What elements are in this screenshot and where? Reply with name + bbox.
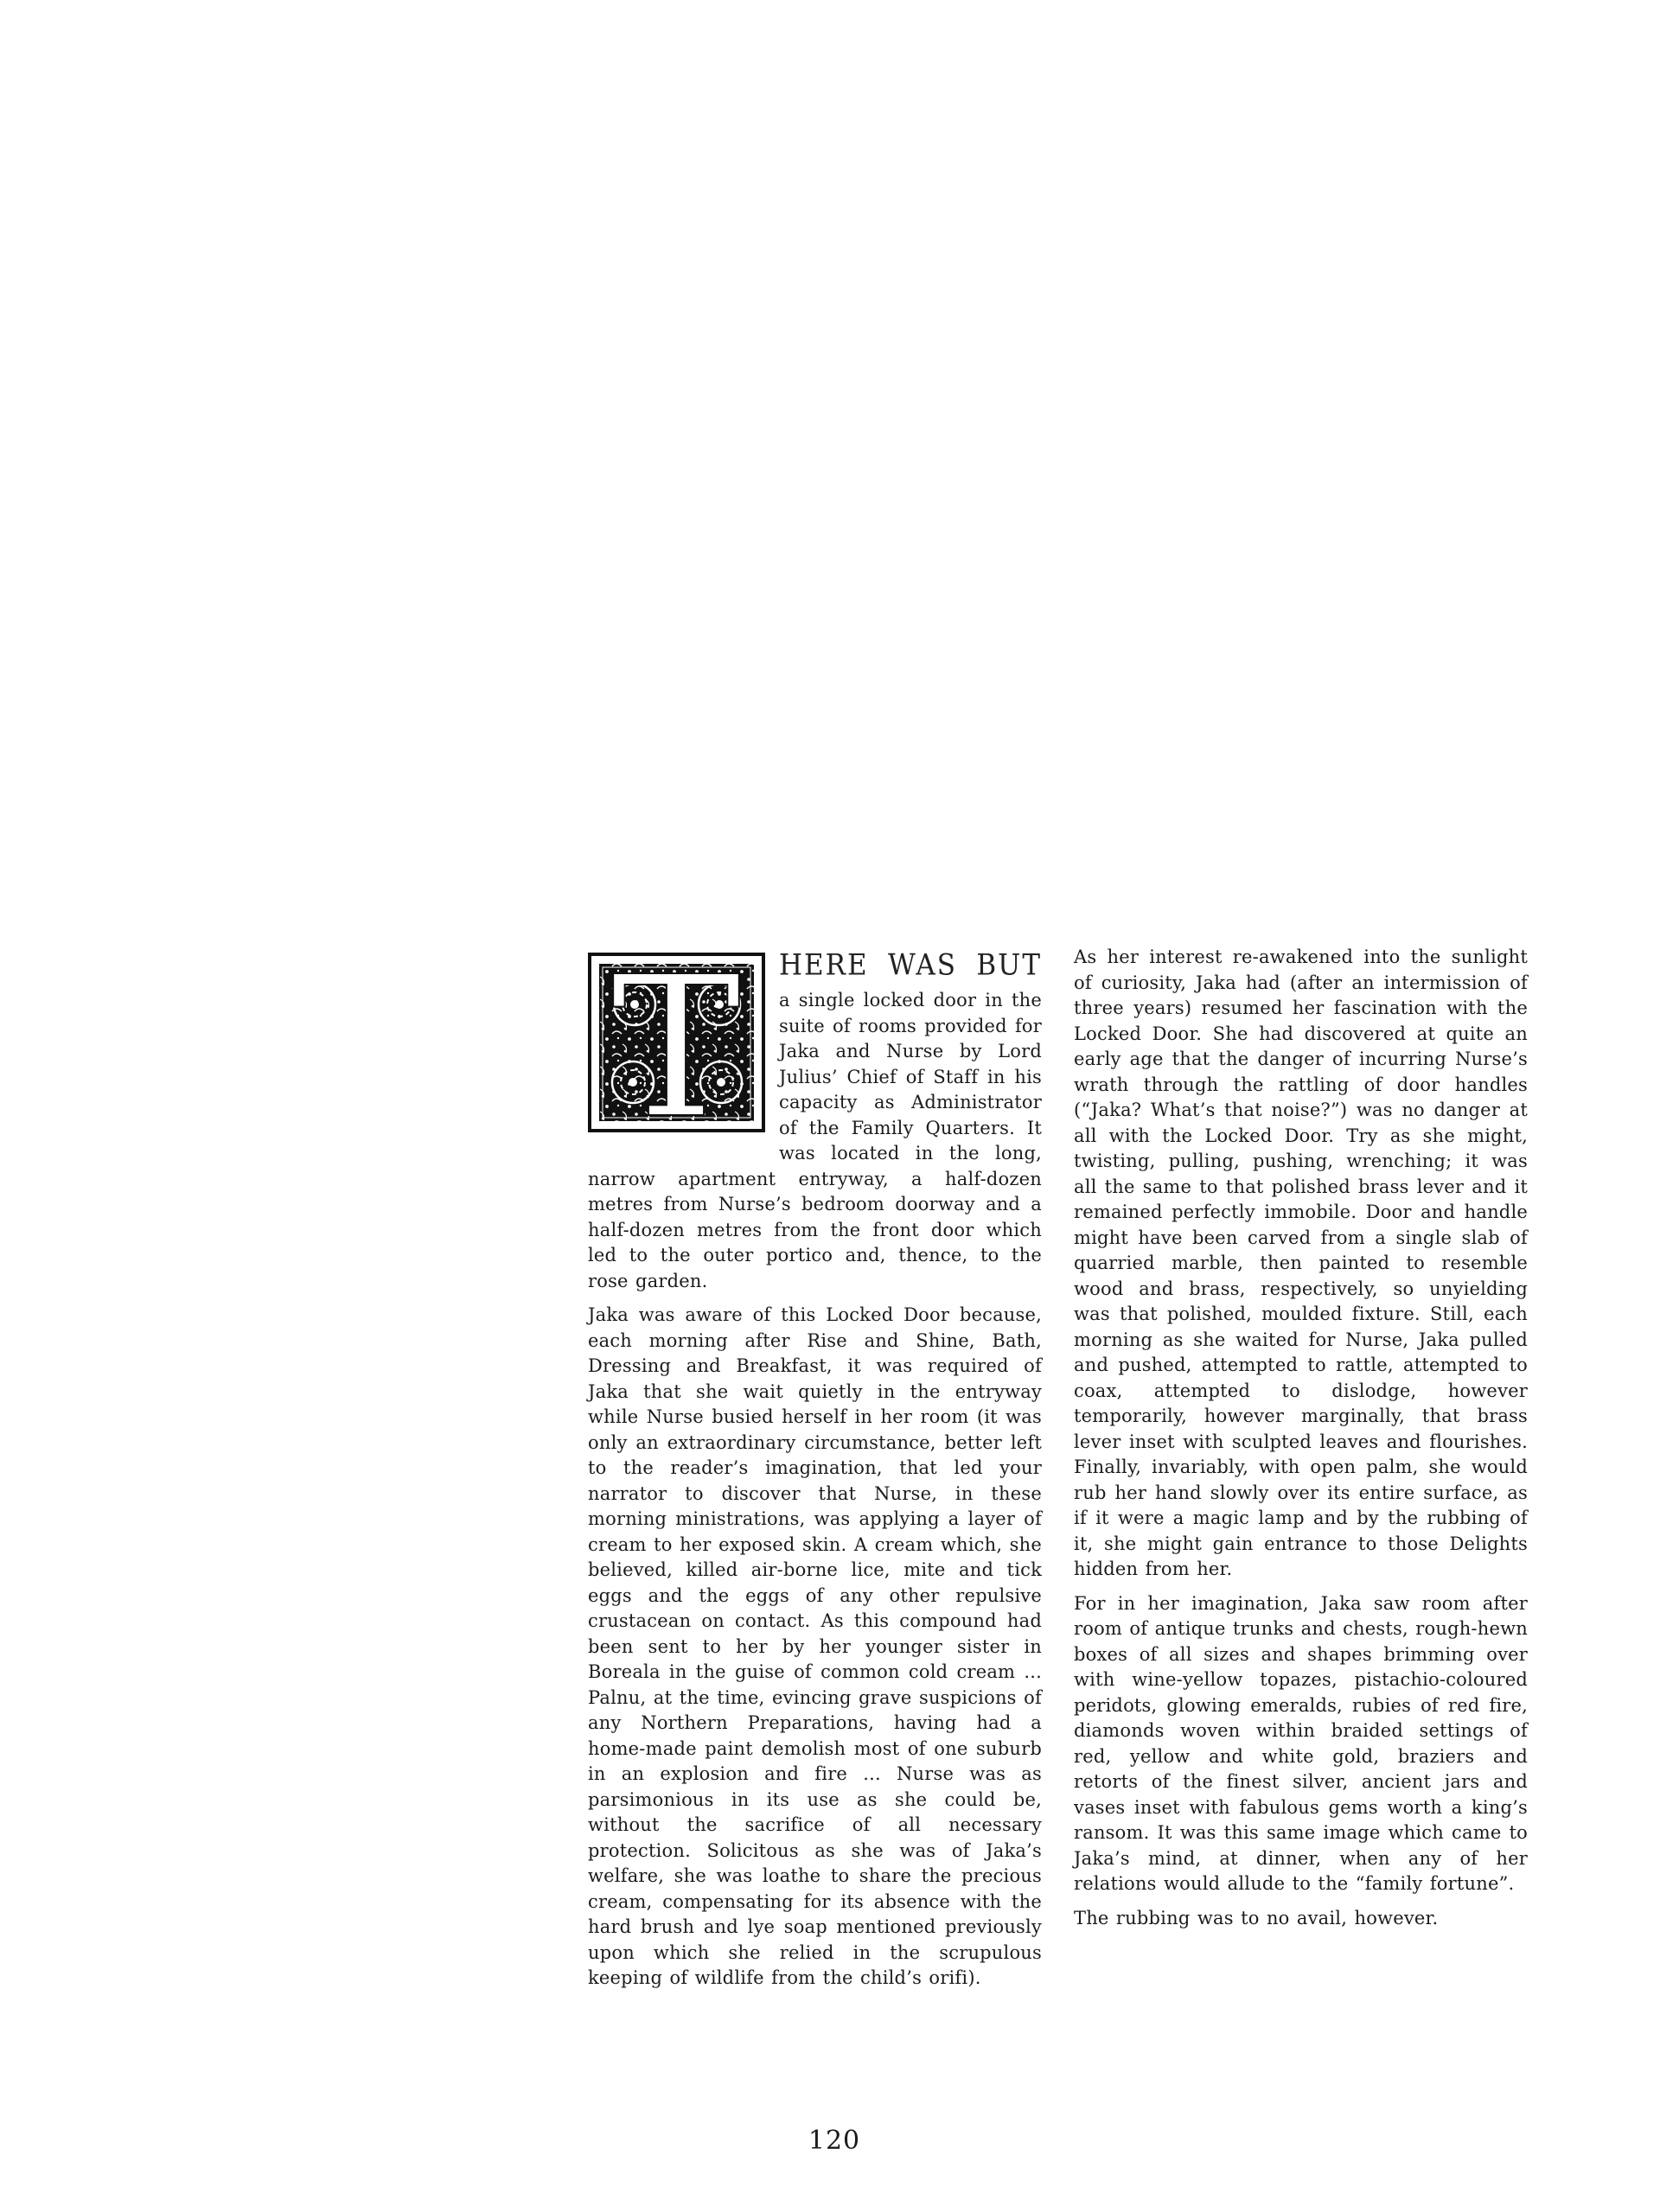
opening-phrase [779, 945, 1042, 988]
opening-word: HERE [779, 948, 869, 983]
right-column [1074, 945, 1528, 1931]
paragraph: As her interest re-awakened into the sunlight of curiosity, Jaka had (after an intermission of three years) resumed her fascination with the Locked Door. She had discovered at quite an early age that the danger of incurring Nurse’s wrath through the rattling of door handles (“Jaka? What’s that noise?”) was no danger at all with the Locked Door. Try as she might, twisting, pulling, pushing, wrenching; it was all the same to that polished brass lever and it remained perfectly immobile. Door and handle might have been carved from a single slab of quarried marble, then painted to resemble wood and brass, respectively, so unyielding was that polished, moulded fixture. Still, each morning as she waited for Nurse, Jaka pulled and pushed, attempted to rattle, attempted to coax, attempted to dislodge, however temporarily, however marginally, that brass lever inset with sculpted leaves and flourishes. Finally, invariably, with open palm, she would rub her hand slowly over its entire surface, as if it were a magic lamp and by the rubbing of it, she might gain entrance to those Delights hidden from her. [1074, 947, 1528, 1579]
opening-word: BUT [976, 948, 1042, 983]
page-number: 120 [808, 2126, 861, 2156]
paragraph: The rubbing was to no avail, however. [1074, 1907, 1439, 1928]
opening-word: WAS [888, 948, 957, 983]
paragraph: For in her imagination, Jaka saw room after room of antique trunks and chests, rough-hewn boxes of all sizes and shapes brimming over with wine-yellow topazes, pistachio-coloured peridots, glowing emeralds, rubies of red fire, diamonds woven within braided settings of red, yellow and white gold, braziers and retorts of the finest silver, ancient jars and vases inset with fabulous gems worth a king’s ransom. It was this same image which came to Jaka’s mind, at dinner, when any of her relations would allude to the “family fortune”. [1074, 1592, 1528, 1894]
paragraph: Jaka was aware of this Locked Door because, each morning after Rise and Shine, Bath, Dressing and Breakfast, it was required of Jaka that she wait quietly in the entryway while Nurse busied herself in her room (it was only an extraordinary circumstance, better left to the reader’s imagination, that led your narrator to discover that Nurse, in these morning ministrations, was applying a layer of cream to her exposed skin. A cream which, she believed, killed air-borne lice, mite and tick eggs and the eggs of any other repulsive crustacean on contact. As this compound had been sent to her by her younger sister in Boreala in the guise of common cold cream ... Palnu, at the time, evincing grave suspicions of any Northern Preparations, having had a home-made paint demolish most of one suburb in an explosion and fire ... Nurse was as parsimonious in its use as she could be, without the sacrifice of all necessary protection. Solicitous as she was of Jaka’s welfare, she was loathe to share the precious cream, compensating for its absence with the hard brush and lye soap mentioned previously upon which she relied in the scrupulous keeping of wildlife from the child’s orifi). [588, 1304, 1042, 1988]
left-column [588, 945, 1042, 1992]
drop-cap-woodcut [588, 953, 765, 1132]
paragraph: a single locked door in the suite of rooms provided for Jaka and Nurse by Lord Julius’ Chief of Staff in his capacity as Administrator of the Family Quarters. It was located in the long, narrow apartment entryway, a half-dozen metres from Nurse’s bedroom doorway and a half-dozen metres from the front door which led to the outer portico and, thence, to the rose garden. [588, 990, 1042, 1291]
drop-cap-letter: T [610, 953, 742, 1132]
drop-cap-ornament [588, 953, 765, 1132]
